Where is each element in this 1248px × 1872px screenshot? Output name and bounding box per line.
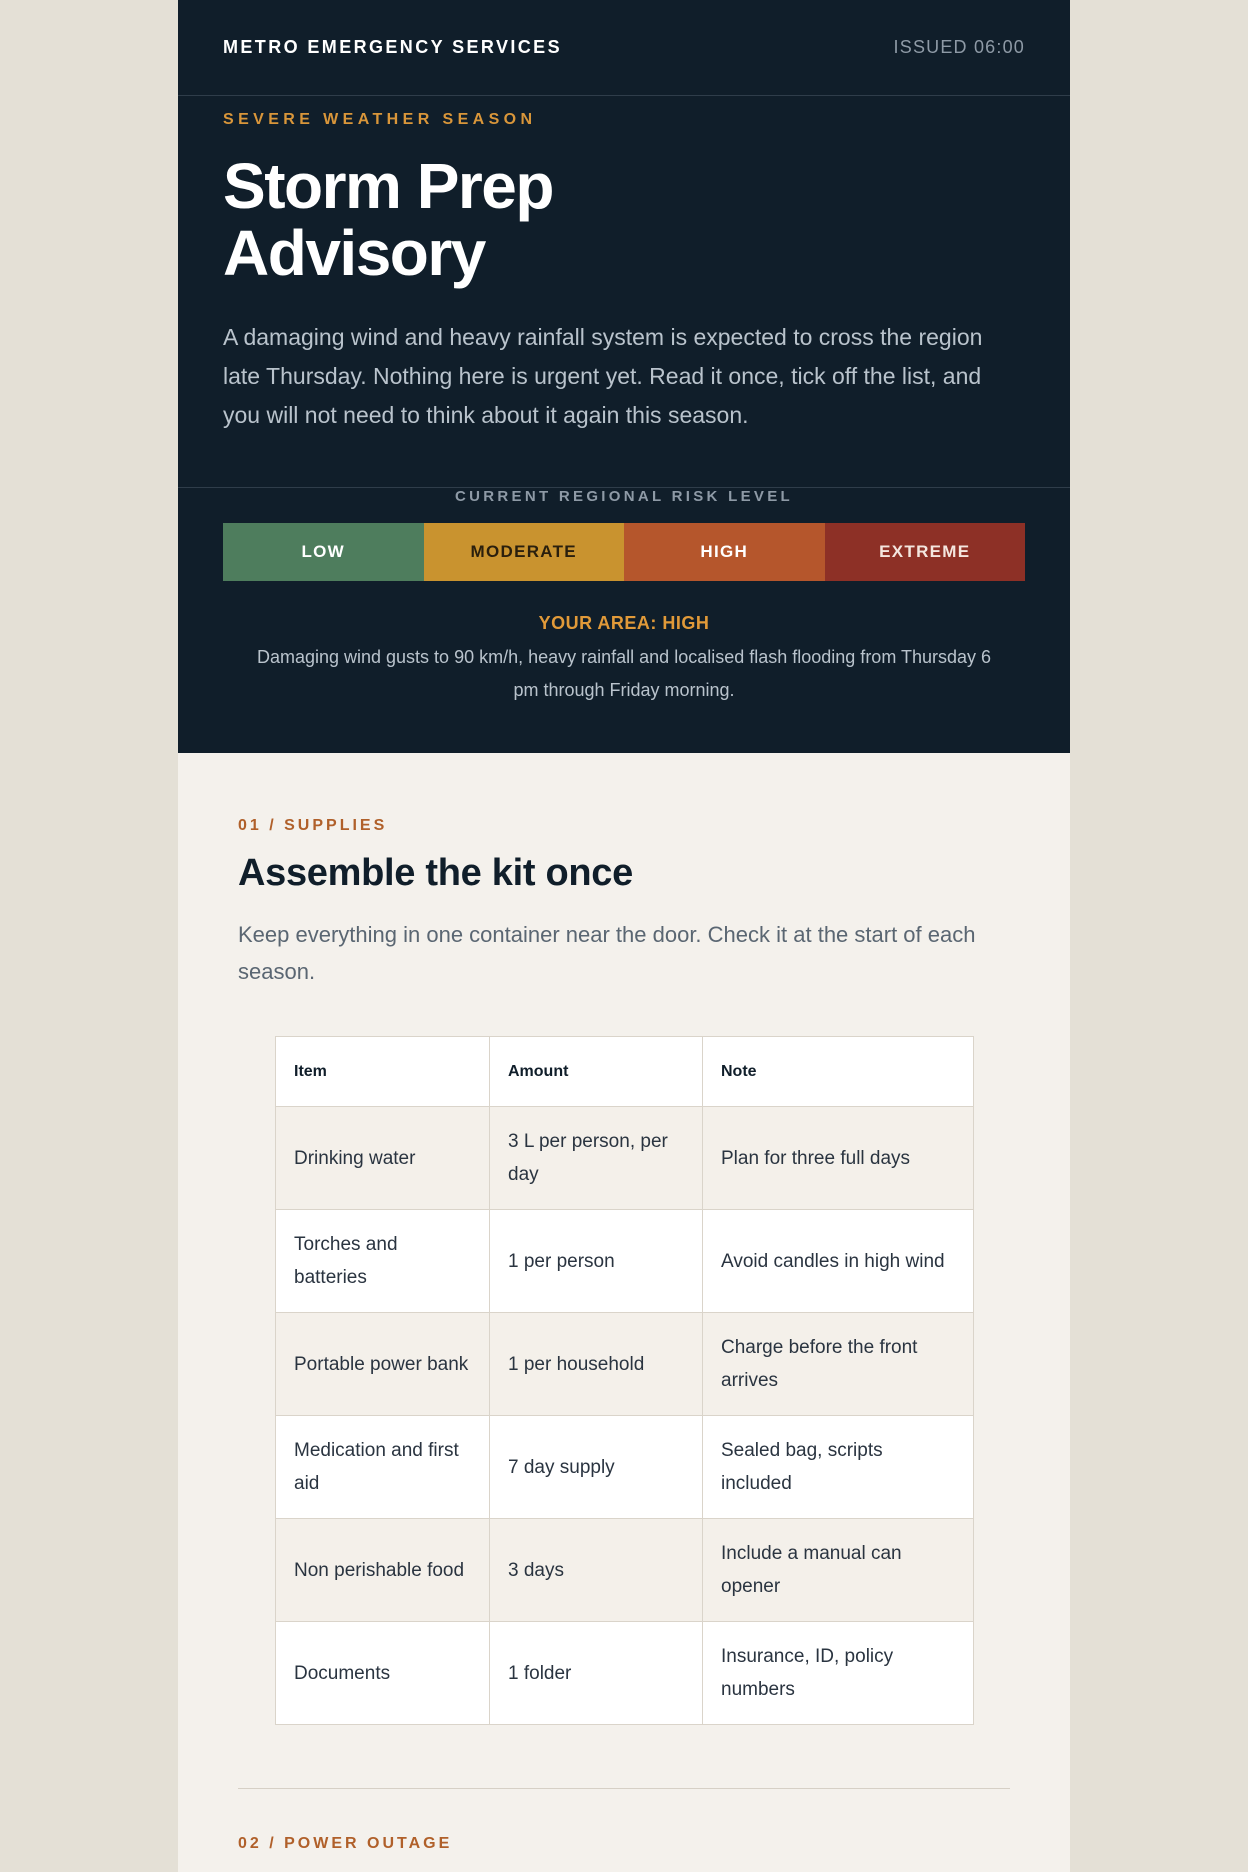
cell-item: Portable power bank xyxy=(276,1313,490,1416)
risk-level-low: LOW xyxy=(223,523,424,581)
hero-intro: A damaging wind and heavy rainfall system is expected to cross the region late Thursday. Nothing here is urgent yet. Read it once, tick off the list, and you will not need to think about it again this season. xyxy=(223,324,983,428)
cell-amount: 1 per person xyxy=(490,1210,703,1313)
table-row xyxy=(276,1519,974,1622)
top-bar xyxy=(178,0,1070,96)
supplies-description: Keep everything in one container near the door. Check it at the start of each season. xyxy=(238,922,976,984)
risk-level-high: HIGH xyxy=(624,523,825,581)
risk-scale-label: CURRENT REGIONAL RISK LEVEL xyxy=(454,488,793,505)
cell-item: Drinking water xyxy=(276,1107,490,1210)
issued-time: ISSUED 06:00 xyxy=(893,37,1025,57)
table-row xyxy=(276,1622,974,1725)
cell-item: Torches and batteries xyxy=(276,1210,490,1313)
cell-item: Non perishable food xyxy=(276,1519,490,1622)
cell-amount: 1 per household xyxy=(490,1313,703,1416)
cell-note: Avoid candles in high wind xyxy=(703,1210,974,1313)
area-risk-title: YOUR AREA: HIGH xyxy=(538,613,710,633)
cell-note: Insurance, ID, policy numbers xyxy=(703,1622,974,1725)
cell-note: Sealed bag, scripts included xyxy=(703,1416,974,1519)
risk-level-extreme: EXTREME xyxy=(825,523,1026,581)
column-header-item: Item xyxy=(276,1037,490,1107)
advisory-page xyxy=(178,0,1070,1872)
table-row xyxy=(276,1210,974,1313)
cell-note: Include a manual can opener xyxy=(703,1519,974,1622)
cell-amount: 7 day supply xyxy=(490,1416,703,1519)
cell-amount: 3 days xyxy=(490,1519,703,1622)
page-title xyxy=(223,150,823,289)
table-header-row xyxy=(276,1037,974,1107)
cell-amount: 3 L per person, per day xyxy=(490,1107,703,1210)
page-title-line-2: Advisory xyxy=(223,217,485,289)
hero-kicker: SEVERE WEATHER SEASON xyxy=(223,111,537,128)
cell-amount: 1 folder xyxy=(490,1622,703,1725)
column-header-note: Note xyxy=(703,1037,974,1107)
table-row xyxy=(276,1416,974,1519)
column-header-amount: Amount xyxy=(490,1037,703,1107)
section-divider xyxy=(238,1788,1010,1789)
area-risk-description: Damaging wind gusts to 90 km/h, heavy rainfall and localised flash flooding from Thursday 6 pm through Friday morning. xyxy=(256,647,992,700)
cell-item: Documents xyxy=(276,1622,490,1725)
hero-panel xyxy=(178,0,1070,753)
table-row xyxy=(276,1313,974,1416)
brand-name: METRO EMERGENCY SERVICES xyxy=(223,37,562,57)
supplies-kicker: 01 / SUPPLIES xyxy=(238,817,388,834)
page-title-line-1: Storm Prep xyxy=(223,150,553,222)
cell-note: Plan for three full days xyxy=(703,1107,974,1210)
supplies-title: Assemble the kit once xyxy=(238,852,633,894)
cell-item: Medication and first aid xyxy=(276,1416,490,1519)
power-outage-kicker: 02 / POWER OUTAGE xyxy=(238,1835,453,1852)
supplies-table xyxy=(275,1036,974,1725)
risk-scale xyxy=(223,523,1025,581)
table-row xyxy=(276,1107,974,1210)
cell-note: Charge before the front arrives xyxy=(703,1313,974,1416)
risk-level-moderate: MODERATE xyxy=(424,523,625,581)
